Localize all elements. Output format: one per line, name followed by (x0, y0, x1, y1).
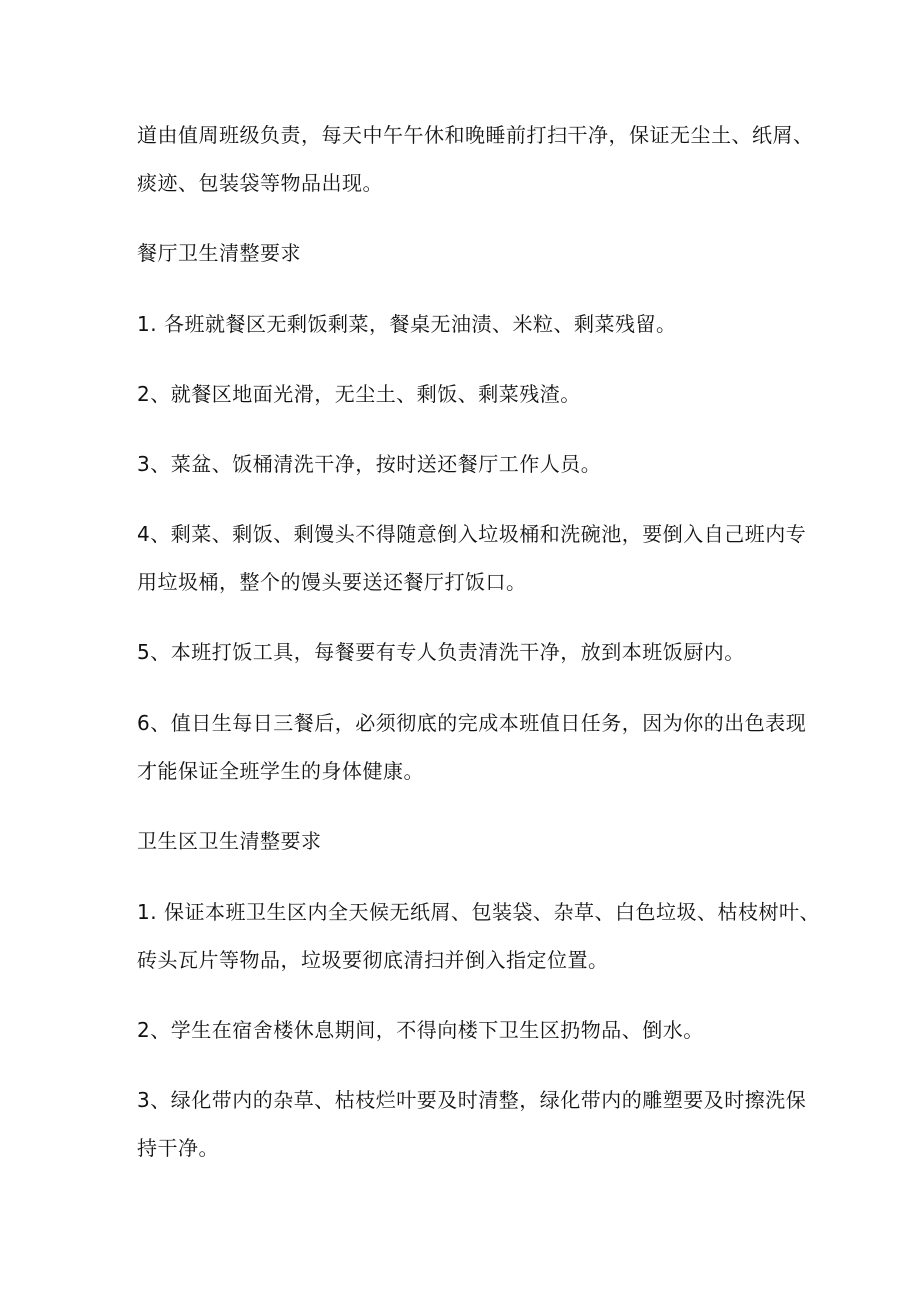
canteen-item-6-line-1: 6、值日生每日三餐后，必须彻底的完成本班值日任务，因为你的出色表现 (137, 711, 807, 735)
canteen-item-4-line-1: 4、剩菜、剩饭、剩馒头不得随意倒入垃圾桶和洗碗池，要倒入自己班内专 (137, 522, 807, 546)
canteen-item-3: 3、菜盆、饭桶清洗干净，按时送还餐厅工作人员。 (137, 452, 602, 476)
area-item-3-line-1: 3、绿化带内的杂草、枯枝烂叶要及时清整，绿化带内的雕塑要及时擦洗保 (137, 1088, 807, 1112)
area-heading: 卫生区卫生清整要求 (137, 829, 322, 853)
canteen-heading: 餐厅卫生清整要求 (137, 241, 301, 265)
canteen-item-1: 1. 各班就餐区无剩饭剩菜，餐桌无油渍、米粒、剩菜残留。 (137, 312, 677, 336)
area-item-3-line-2: 持干净。 (137, 1136, 219, 1160)
area-item-1-line-2: 砖头瓦片等物品，垃圾要彻底清扫并倒入指定位置。 (137, 948, 609, 972)
canteen-item-5: 5、本班打饭工具，每餐要有专人负责清洗干净，放到本班饭厨内。 (137, 640, 745, 664)
canteen-item-6-line-2: 才能保证全班学生的身体健康。 (137, 759, 424, 783)
intro-line-2: 痰迹、包装袋等物品出现。 (137, 171, 383, 195)
canteen-item-4-line-2: 用垃圾桶，整个的馒头要送还餐厅打饭口。 (137, 570, 527, 594)
area-item-2: 2、学生在宿舍楼休息期间，不得向楼下卫生区扔物品、倒水。 (137, 1018, 704, 1042)
canteen-item-2: 2、就餐区地面光滑，无尘土、剩饭、剩菜残渣。 (137, 382, 581, 406)
intro-line-1: 道由值周班级负责，每天中午午休和晚睡前打扫干净，保证无尘土、纸屑、 (137, 123, 814, 147)
area-item-1-line-1: 1. 保证本班卫生区内全天候无纸屑、包装袋、杂草、白色垃圾、枯枝树叶、 (137, 900, 820, 924)
